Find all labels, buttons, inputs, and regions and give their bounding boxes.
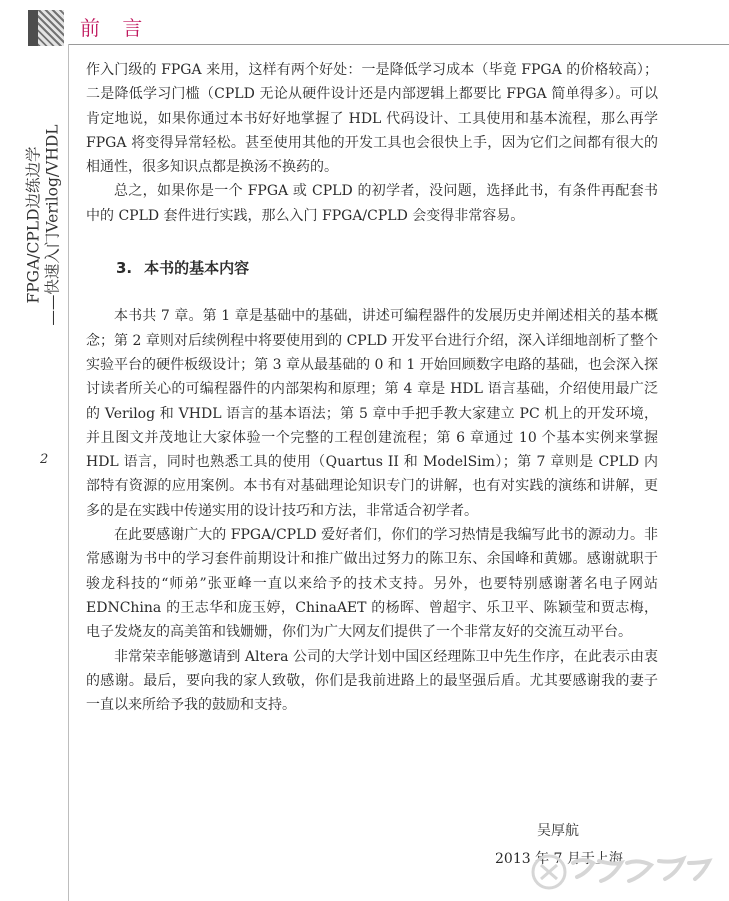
page-number: 2 [40, 452, 49, 467]
signature-author: 吴厚航 [537, 823, 579, 839]
watermark-logo [529, 851, 719, 893]
signature-date: 2013 年 7 月于上海 [495, 851, 623, 867]
intro-paragraph-1: 作入门级的 FPGA 来用，这样有两个好处：一是降低学习成本（毕竟 FPGA 的价格较高）；二是降低学习门槛（CPLD 无论从硬件设计还是内部逻辑上都要比 FPGA 简单得多）。可以肯定地说，如果你通过本书好好地掌握了 HDL 代码设计、工具使用和基本流程，那么再学 FPGA 将变得异常轻松。甚至使用其他的开发工具也会很快上手，因为它们之间都有很大的相通性，很多知识点都是换汤不换药的。 [86, 62, 658, 176]
intro-paragraph-2: 总之，如果你是一个 FPGA 或 CPLD 的初学者，没问题，选择此书，有条件再配套书中的 CPLD 套件进行实践，那么入门 FPGA/CPLD 会变得非常容易。 [86, 183, 658, 224]
section-number: 3. [116, 259, 133, 278]
corner-pattern [38, 10, 64, 46]
body-paragraph-2: 在此要感谢广大的 FPGA/CPLD 爱好者们，你们的学习热情是我编写此书的源动力。非常感谢为书中的学习套件前期设计和推广做出过努力的陈卫东、余国峰和黄娜。感谢就职于骏龙科技的“师弟”张亚峰一直以来给予的技术支持。另外，也要特别感谢著名电子网站 EDNChina 的王志华和庞玉婷，ChinaAET 的杨晖、曾超宇、乐卫平、陈颖莹和贾志梅，电子发烧友的高美笛和钱姗姗，你们为广大网友们提供了一个非常友好的交流互动平台。 [86, 527, 658, 641]
page-content [86, 58, 658, 717]
book-spine-title [24, 80, 64, 370]
section-title-text: 本书的基本内容 [144, 259, 250, 278]
body-paragraph-3: 非常荣幸能够邀请到 Altera 公司的大学计划中国区经理陈卫中先生作序，在此表示由衷的感谢。最后，要向我的家人致敬，你们是我前进路上的最坚强后盾。尤其要感谢我的妻子一直以来所给予我的鼓励和支持。 [86, 648, 658, 714]
page-header-title: 前 言 [80, 16, 151, 40]
spine-title-line1: FPGA/CPLD边练边学 [25, 146, 43, 304]
margin-divider [68, 44, 69, 901]
section-heading [116, 256, 658, 280]
header-divider [68, 44, 729, 45]
spine-title-line2: ——快速入门Verilog/VHDL [44, 124, 62, 326]
body-paragraph-1: 本书共 7 章。第 1 章是基础中的基础，讲述可编程器件的发展历史并阐述相关的基本概念；第 2 章则对后续例程中将要使用到的 CPLD 开发平台进行介绍，深入详细地剖析了整个实验平台的硬件板级设计；第 3 章从最基础的 0 和 1 开始回顾数字电路的基础，也会深入探讨读者所关心的可编程器件的内部架构和原理；第 4 章是 HDL 语言基础，介绍使用最广泛的 Verilog 和 VHDL 语言的基本语法；第 5 章中手把手教大家建立 PC 机上的开发环境，并且图文并茂地让大家体验一个完整的工程创建流程；第 6 章通过 10 个基本实例来掌握 HDL 语言，同时也熟悉工具的使用（Quartus II 和 ModelSim）；第 7 章则是 CPLD 内部特有资源的应用案例。本书有对基础理论知识专门的讲解，也有对实践的演练和讲解，更多的是在实践中传递实用的设计技巧和方法，非常适合初学者。 [86, 308, 658, 519]
